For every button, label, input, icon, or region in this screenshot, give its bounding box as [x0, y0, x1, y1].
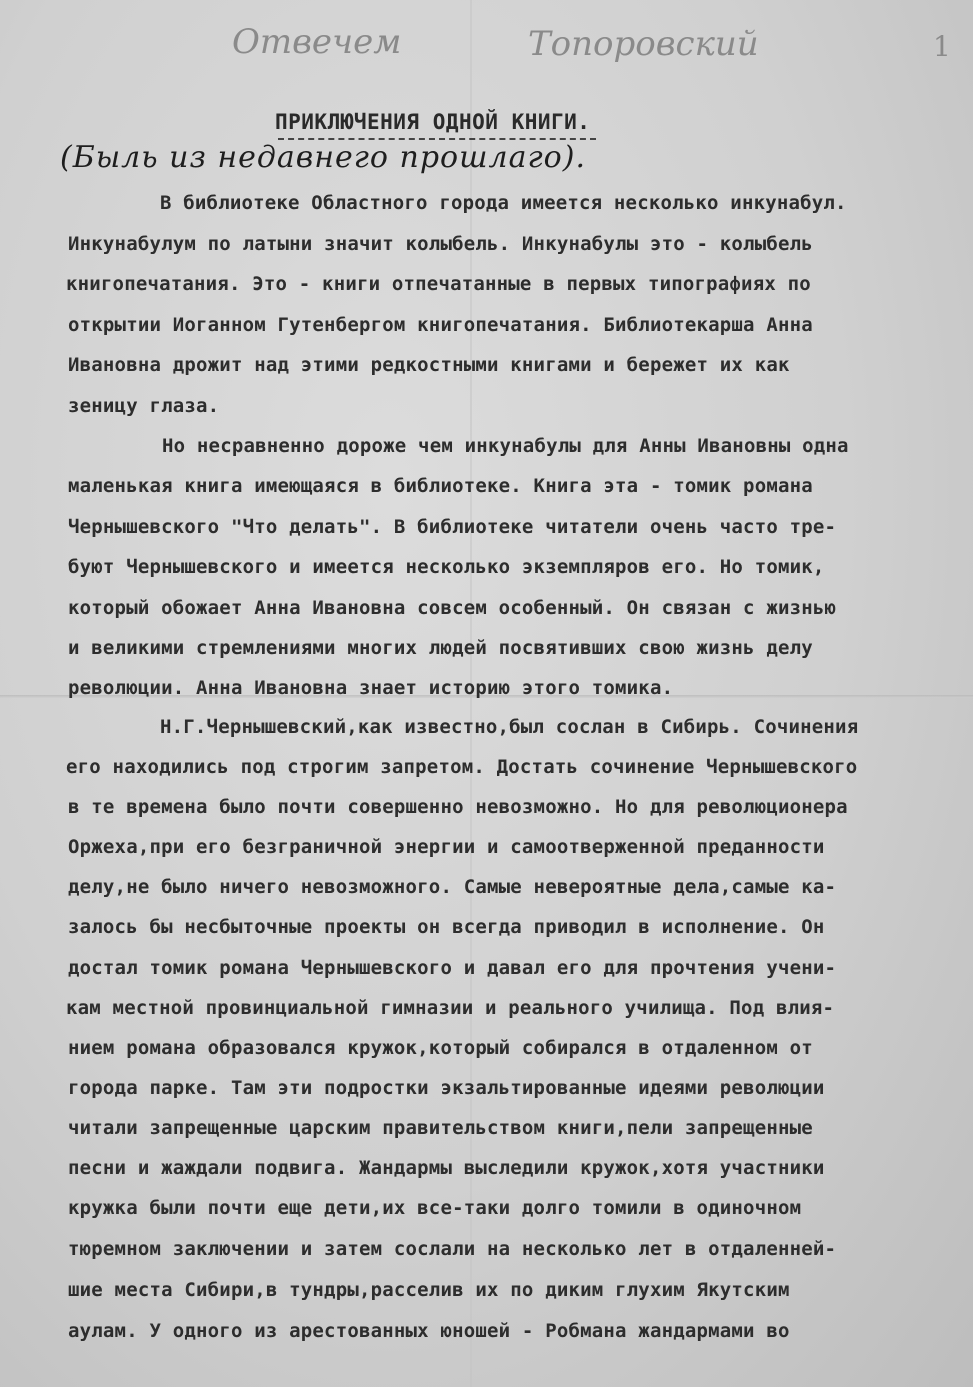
text-line: и великими стремлениями многих людей посвятивших свою жизнь делу: [68, 637, 813, 659]
text-line: делу,не было ничего невозможного. Самые невероятные дела,самые ка-: [68, 876, 837, 898]
text-line: В библиотеке Областного города имеется несколько инкунабул.: [160, 192, 847, 214]
text-line: зеницу глаза.: [68, 395, 220, 417]
text-line: Н.Г.Чернышевский,как известно,был сослан в Сибирь. Сочинения: [160, 716, 859, 738]
text-line: который обожает Анна Ивановна совсем особенный. Он связан с жизнью: [68, 597, 837, 619]
text-line: аулам. У одного из арестованных юношей - Робмана жандармами во: [68, 1320, 790, 1342]
text-line: его находились под строгим запретом. Достать сочинение Чернышевского: [66, 756, 858, 778]
text-line: шие места Сибири,в тундры,расселив их по диким глухим Якутским: [68, 1279, 790, 1301]
text-line: тюремном заключении и затем сослали на несколько лет в отдаленней-: [68, 1238, 837, 1260]
document-title: ПРИКЛЮЧЕНИЯ ОДНОЙ КНИГИ.: [275, 110, 591, 134]
text-line: нием романа образовался кружок,который собирался в отдаленном от: [68, 1037, 813, 1059]
handwritten-note-right: Топоровский: [528, 24, 759, 64]
text-line: кружка были почти еще дети,их все-таки долго томили в одиночном: [68, 1197, 802, 1219]
text-line: достал томик романа Чернышевского и давал его для прочтения учени-: [68, 957, 837, 979]
text-line: революции. Анна Ивановна знает историю этого томика.: [68, 677, 674, 699]
page-number: 1: [933, 30, 951, 63]
text-line: залось бы несбыточные проекты он всегда приводил в исполнение. Он: [68, 916, 825, 938]
text-line: маленькая книга имеющаяся в библиотеке. Книга эта - томик романа: [68, 475, 813, 497]
text-line: читали запрещенные царским правительством книги,пели запрещенные: [68, 1117, 813, 1139]
text-line: песни и жаждали подвига. Жандармы выследили кружок,хотя участники: [68, 1157, 825, 1179]
text-line: Чернышевского "Что делать". В библиотеке читатели очень часто тре-: [68, 516, 837, 538]
text-line: открытии Иоганном Гутенбергом книгопечатания. Библиотекарша Анна: [68, 314, 813, 336]
text-line: буют Чернышевского и имеется несколько экземпляров его. Но томик,: [68, 556, 825, 578]
text-line: Но несравненно дороже чем инкунабулы для Анны Ивановны одна: [162, 435, 849, 457]
handwritten-note-left: Отвечем: [232, 22, 402, 62]
text-line: Ивановна дрожит над этими редкостными книгами и бережет их как: [68, 354, 790, 376]
text-line: книгопечатания. Это - книги отпечатанные в первых типографиях по: [66, 273, 811, 295]
text-line: Инкунабулум по латыни значит колыбель. Инкунабулы это - колыбель: [68, 233, 813, 255]
handwritten-subtitle: (Быль из недавнего прошлаго).: [60, 140, 586, 175]
text-line: города парке. Там эти подростки экзальтированные идеями революции: [68, 1077, 825, 1099]
text-line: кам местной провинциальной гимназии и реального училища. Под влия-: [66, 997, 835, 1019]
text-line: Оржеха,при его безграничной энергии и самоотверженной преданности: [68, 836, 825, 858]
text-line: в те времена было почти совершенно невозможно. Но для революционера: [68, 796, 848, 818]
